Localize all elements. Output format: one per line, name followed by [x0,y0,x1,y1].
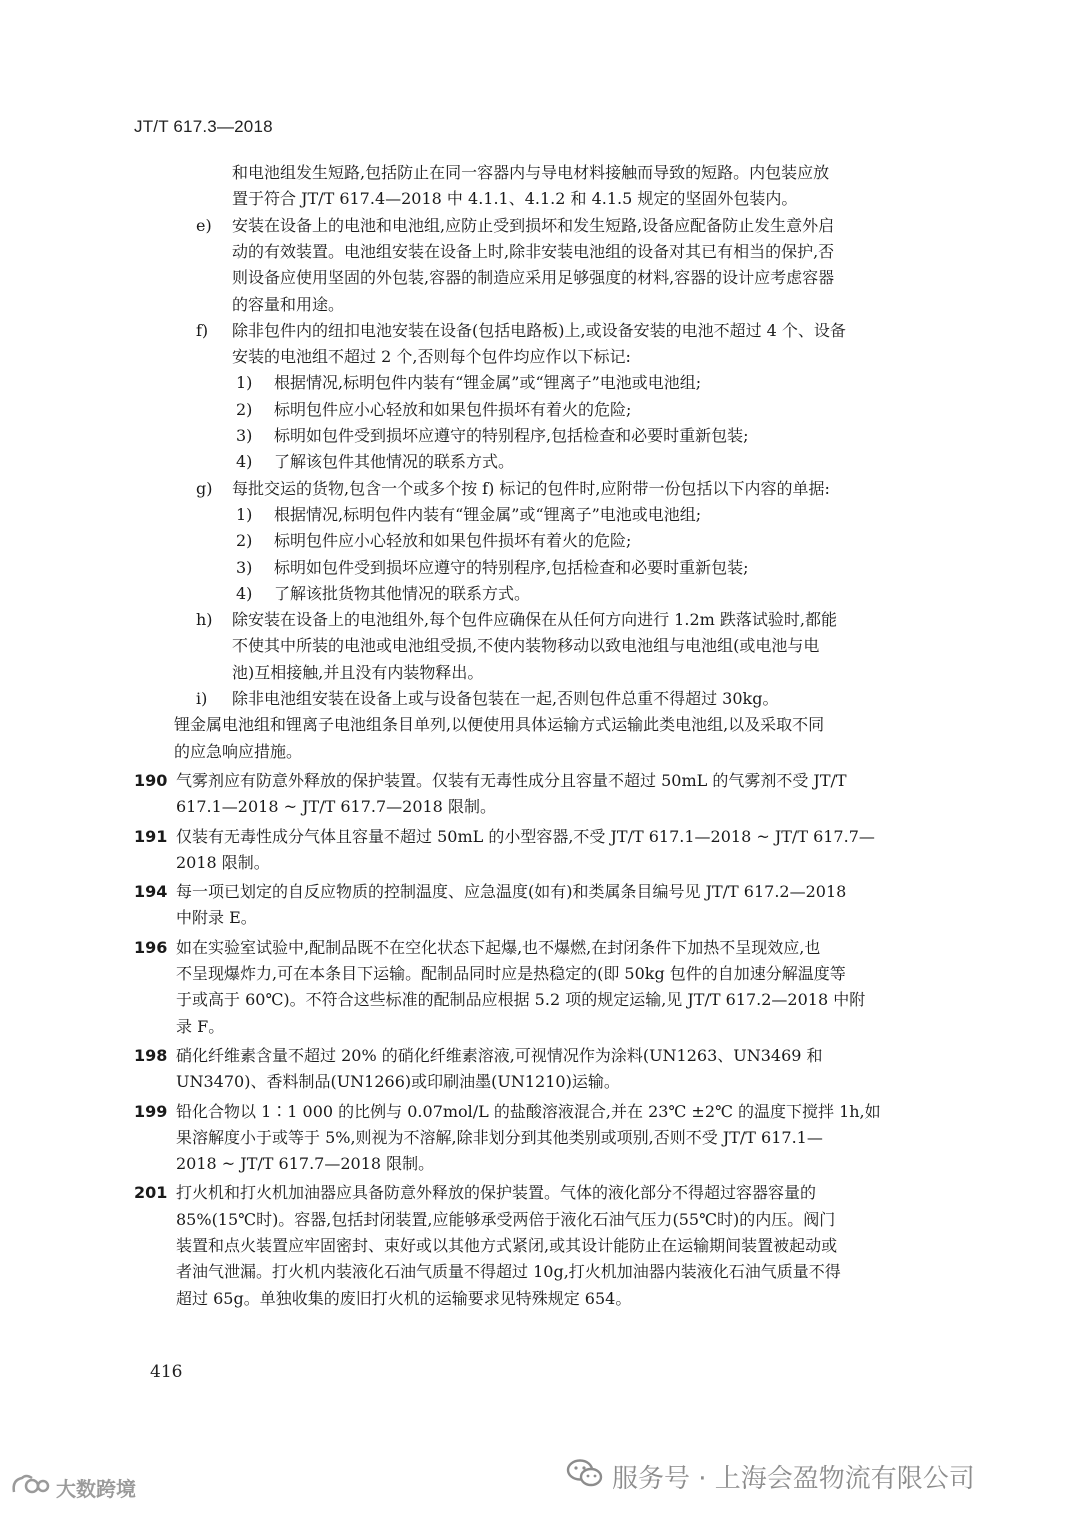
page-number: 416 [150,1362,183,1382]
list-item-text: 除安装在设备上的电池组外,每个包件应确保在从任何方向进行 1.2m 跌落试验时,都能 [232,610,837,630]
sub-item-label: 4) [236,452,253,472]
sub-item-text: 标明包件应小心轻放和如果包件损坏有着火的危险; [274,531,632,551]
list-item-text: 则设备应使用坚固的外包装,容器的制造应采用足够强度的材料,容器的设计应考虑容器 [232,268,835,288]
watermark-footer [0,1440,1080,1516]
provision-text-line: 中附录 E。 [176,908,257,928]
provision-text-line: 2018 ~ JT/T 617.7—2018 限制。 [176,1154,435,1174]
provision-text-line: 录 F。 [176,1016,225,1036]
list-item-text: 除非包件内的纽扣电池安装在设备(包括电路板)上,或设备安装的电池不超过 4 个、设备 [232,320,846,340]
sub-item-text: 根据情况,标明包件内装有“锂金属”或“锂离子”电池或电池组; [274,373,702,393]
list-item-label: h) [196,610,213,630]
provision-number: 196 [134,937,168,957]
provision-text-line: 于或高于 60℃)。不符合这些标准的配制品应根据 5.2 项的规定运输,见 JT/T 617.2—2018 中附 [176,990,866,1010]
wechat-icon [566,1458,604,1495]
list-item-text: 动的有效装置。电池组安装在设备上时,除非安装电池组的设备对其已有相当的保护,否 [232,241,835,261]
sub-item-text: 了解该包件其他情况的联系方式。 [274,452,515,472]
service-account-watermark [566,1458,975,1494]
provision-text-line: 超过 65g。单独收集的废旧打火机的运输要求见特殊规定 654。 [176,1288,632,1308]
continuation-line: 置于符合 JT/T 617.4—2018 中 4.1.1、4.1.2 和 4.1.5 规定的坚固外包装内。 [232,189,798,209]
provision-text-line: 打火机和打火机加油器应具备防意外释放的保护装置。气体的液化部分不得超过容器容量的 [176,1183,817,1203]
sub-item-label: 3) [236,426,253,445]
sub-item-text: 标明如包件受到损坏应遵守的特别程序,包括检查和必要时重新包装; [274,557,749,577]
service-account-text: 服务号 · 上海会盈物流有限公司 [612,1463,975,1494]
provision-text-line: 不呈现爆炸力,可在本条目下运输。配制品同时应是热稳定的(即 50kg 包件的自加速分解温度等 [176,964,846,983]
trailing-note-line: 的应急响应措施。 [174,741,303,761]
provision-text-line: 617.1—2018 ~ JT/T 617.7—2018 限制。 [176,797,496,817]
provision-text-line: UN3470)、香料制品(UN1266)或印刷油墨(UN1210)运输。 [176,1072,620,1092]
provision-number: 190 [134,770,168,790]
brand-watermark-left [10,1472,136,1502]
provision-text-line: 气雾剂应有防意外释放的保护装置。仅装有无毒性成分且容量不超过 50mL 的气雾剂不受 JT/T [176,770,847,790]
provision-text-line: 如在实验室试验中,配制品既不在空化状态下起爆,也不爆燃,在封闭条件下加热不呈现效应,也 [176,937,821,957]
sub-item-label: 1) [236,373,253,393]
sub-item-label: 2) [236,531,253,551]
provision-number: 191 [134,826,168,846]
sub-item-label: 3) [236,557,253,577]
continuation-line: 和电池组发生短路,包括防止在同一容器内与导电材料接触而导致的短路。内包装应放 [232,163,830,182]
provision-number: 194 [134,882,168,902]
provision-text-line: 者油气泄漏。打火机内装液化石油气质量不得超过 10g,打火机加油器内装液化石油气质量不得 [176,1262,841,1282]
list-item-text: 池)互相接触,并且没有内装物释出。 [232,662,484,682]
provision-number: 201 [134,1183,168,1203]
provision-text-line: 装置和点火装置应牢固密封、束好或以其他方式紧闭,或其设计能防止在运输期间装置被起动或 [176,1236,838,1255]
list-item-label: f) [196,320,209,340]
provision-number: 199 [134,1101,168,1121]
list-item-text: 的容量和用途。 [232,294,345,314]
provision-text-line: 果溶解度小于或等于 5%,则视为不溶解,除非划分到其他类别或项别,否则不受 JT/T 617.1— [176,1127,823,1147]
list-item-text: 安装在设备上的电池和电池组,应防止受到损坏和发生短路,设备应配备防止发生意外启 [232,215,835,235]
sub-item-label: 1) [236,504,253,524]
provision-text-line: 每一项已划定的自反应物质的控制温度、应急温度(如有)和类属条目编号见 JT/T 617.2—2018 [176,882,847,902]
sub-item-label: 2) [236,399,253,419]
list-item-label: i) [196,689,208,708]
trailing-note-line: 锂金属电池组和锂离子电池组条目单列,以便使用具体运输方式运输此类电池组,以及采取不同 [174,715,825,735]
list-item-label: g) [196,478,213,498]
document-code-header: JT/T 617.3—2018 [134,117,273,136]
sub-item-label: 4) [236,583,253,603]
list-item-label: e) [196,215,212,235]
provision-text-line: 硝化纤维素含量不超过 20% 的硝化纤维素溶液,可视情况作为涂料(UN1263、UN3469 和 [176,1045,823,1065]
brand-logo-icon [10,1472,50,1503]
sub-item-text: 标明包件应小心轻放和如果包件损坏有着火的危险; [274,399,632,419]
sub-item-text: 标明如包件受到损坏应遵守的特别程序,包括检查和必要时重新包装; [274,426,749,445]
sub-item-text: 了解该批货物其他情况的联系方式。 [274,583,531,603]
list-item-text: 不使其中所装的电池或电池组受损,不使内装物移动以致电池组与电池组(或电池与电 [232,636,820,656]
sub-item-text: 根据情况,标明包件内装有“锂金属”或“锂离子”电池或电池组; [274,504,702,524]
brand-watermark-text: 大数跨境 [56,1476,136,1501]
list-item-text: 每批交运的货物,包含一个或多个按 f) 标记的包件时,应附带一份包括以下内容的单据: [232,478,830,498]
list-item-text: 安装的电池组不超过 2 个,否则每个包件均应作以下标记: [232,347,631,367]
list-item-text: 除非电池组安装在设备上或与设备包装在一起,否则包件总重不得超过 30kg。 [232,689,779,708]
provision-text-line: 2018 限制。 [176,852,270,872]
provision-text-line: 85%(15℃时)。容器,包括封闭装置,应能够承受两倍于液化石油气压力(55℃时)的内压。阀门 [176,1209,836,1229]
provision-text-line: 仅装有无毒性成分气体且容量不超过 50mL 的小型容器,不受 JT/T 617.1—2018 ~ JT/T 617.7— [176,826,875,846]
provision-text-line: 铅化合物以 1∶1 000 的比例与 0.07mol/L 的盐酸溶液混合,并在 23℃ ±2℃ 的温度下搅拌 1h,如 [176,1101,881,1121]
provision-number: 198 [134,1045,168,1065]
